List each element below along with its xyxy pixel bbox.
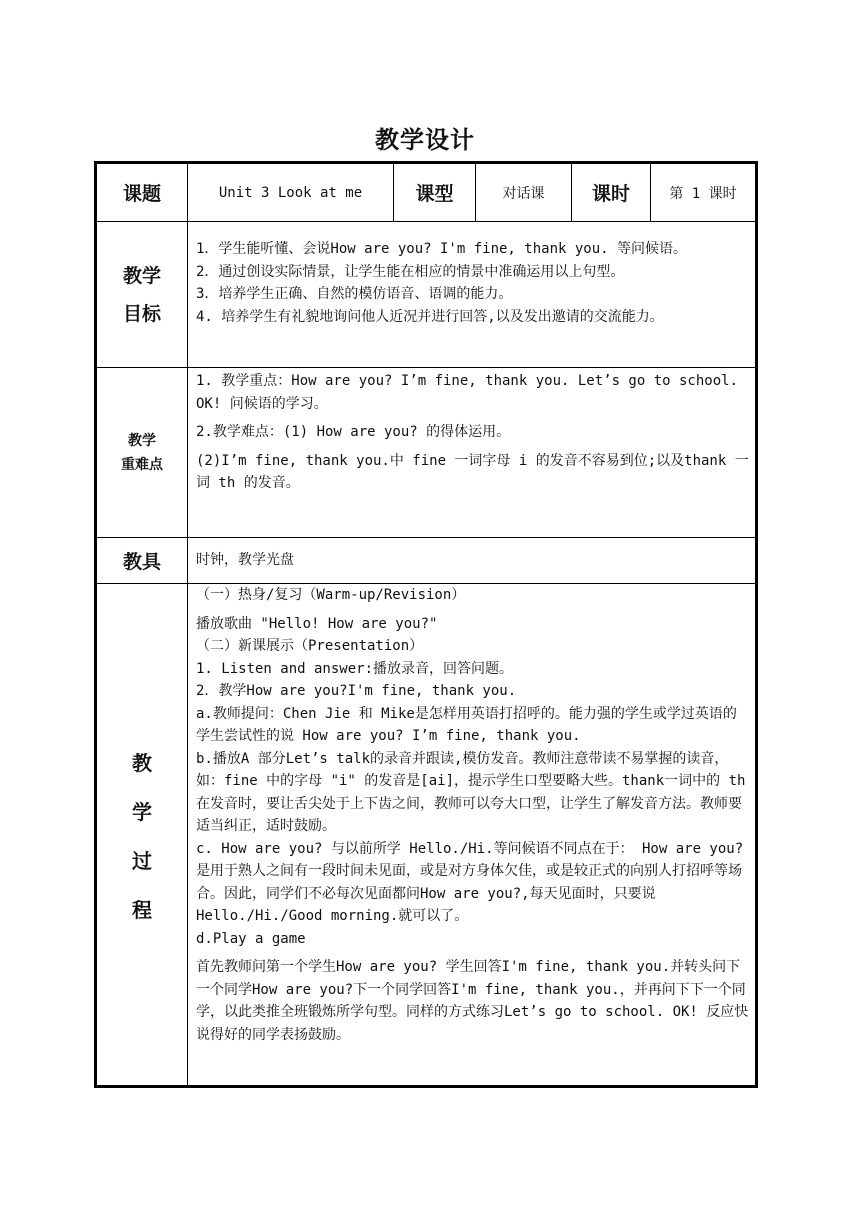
lesson-plan-table xyxy=(94,161,758,1088)
process-paragraph: 2．教学How are you?I'm fine, thank you. xyxy=(196,683,517,699)
process-label-char: 教 xyxy=(132,750,152,775)
process-content xyxy=(188,584,755,1085)
aids-row xyxy=(97,538,755,584)
keypoints-label-line: 重难点 xyxy=(121,456,163,473)
process-paragraph: c. How are you? 与以前所学 Hello./Hi.等问候语不同点在于： How are you?是用于熟人之间有一段时间未见面，或是对方身体欠佳，或是较正式的向别人打招呼等场合。因此，同学们不必每次见面都问How are you?,每天见面时，只要说Hello./Hi./Good morning.就可以了。 xyxy=(196,840,744,924)
objectives-content xyxy=(188,222,755,367)
page-title: 教学设计 xyxy=(375,126,475,154)
topic-label: 课题 xyxy=(97,164,188,221)
aids-value: 时钟，教学光盘 xyxy=(196,552,294,569)
process-label xyxy=(97,584,188,1085)
aids-label: 教具 xyxy=(97,538,188,583)
objectives-row xyxy=(97,222,755,368)
process-row xyxy=(97,584,755,1085)
process-paragraph: d.Play a game xyxy=(196,930,306,947)
keypoints-content xyxy=(188,368,755,537)
process-paragraph: 首先教师问第一个学生How are you? 学生回答I'm fine, thank you.并转头问下一个同学How are you?下一个同学回答I'm fine, thank you.，并再问下下一个同学，以此类推全班锻炼所学句型。同样的方式练习Let’s go to school. OK! 反应快说得好的同学表扬鼓励。 xyxy=(196,959,749,1043)
objectives-label xyxy=(97,222,188,367)
header-row xyxy=(97,164,755,222)
process-paragraph: （二）新课展示（Presentation） xyxy=(196,638,424,654)
process-label-char: 学 xyxy=(132,799,152,824)
keypoints-row xyxy=(97,368,755,538)
keypoints-label xyxy=(97,368,188,537)
process-label-char: 程 xyxy=(132,897,152,922)
process-label-char: 过 xyxy=(132,848,152,873)
process-paragraph: 1. Listen and answer:播放录音，回答问题。 xyxy=(196,660,514,677)
period-value: 第 1 课时 xyxy=(669,185,737,202)
type-value: 对话课 xyxy=(476,164,572,221)
keypoint-item: (2)I’m fine, thank you.中 fine 一词字母 i 的发音不容易到位;以及thank 一词 th 的发音。 xyxy=(196,452,749,491)
objective-item: 4. 培养学生有礼貌地询问他人近况并进行回答,以及发出邀请的交流能力。 xyxy=(196,308,664,325)
topic-value: Unit 3 Look at me xyxy=(188,164,394,221)
process-paragraph: （一）热身/复习（Warm-up/Revision） xyxy=(196,587,466,603)
process-paragraph: b.播放A 部分Let’s talk的录音并跟读,模仿发音。教师注意带读不易掌握的读音，如：fine 中的字母 "i" 的发音是[ai]，提示学生口型要略大些。thank一词中的 th 在发音时，要让舌尖处于上下齿之间，教师可以夸大口型，让学生了解发音方法。教师要适当纠正，适时鼓励。 xyxy=(196,750,746,834)
keypoint-item: 2.教学难点：(1) How are you? 的得体运用。 xyxy=(196,424,511,440)
process-paragraph: a.教师提问：Chen Jie 和 Mike是怎样用英语打招呼的。能力强的学生或学过英语的学生尝试性的说 How are you? I’m fine, thank you. xyxy=(196,705,737,744)
period-label: 课时 xyxy=(572,164,651,221)
objective-item: 3．培养学生正确、自然的模仿语音、语调的能力。 xyxy=(196,286,513,302)
type-label: 课型 xyxy=(394,164,476,221)
process-paragraph: 播放歌曲 "Hello! How are you?" xyxy=(196,615,438,632)
keypoint-item: 1. 教学重点：How are you? I’m fine, thank you. Let’s go to school. OK! 问候语的学习。 xyxy=(196,373,739,412)
objectives-label-line: 目标 xyxy=(122,302,161,325)
objective-item: 1．学生能听懂、会说How are you? I'm fine, thank you. 等问候语。 xyxy=(196,241,688,257)
objective-item: 2．通过创设实际情景，让学生能在相应的情景中准确运用以上句型。 xyxy=(196,263,625,280)
objectives-label-line: 教学 xyxy=(122,264,161,287)
keypoints-label-line: 教学 xyxy=(128,432,156,449)
